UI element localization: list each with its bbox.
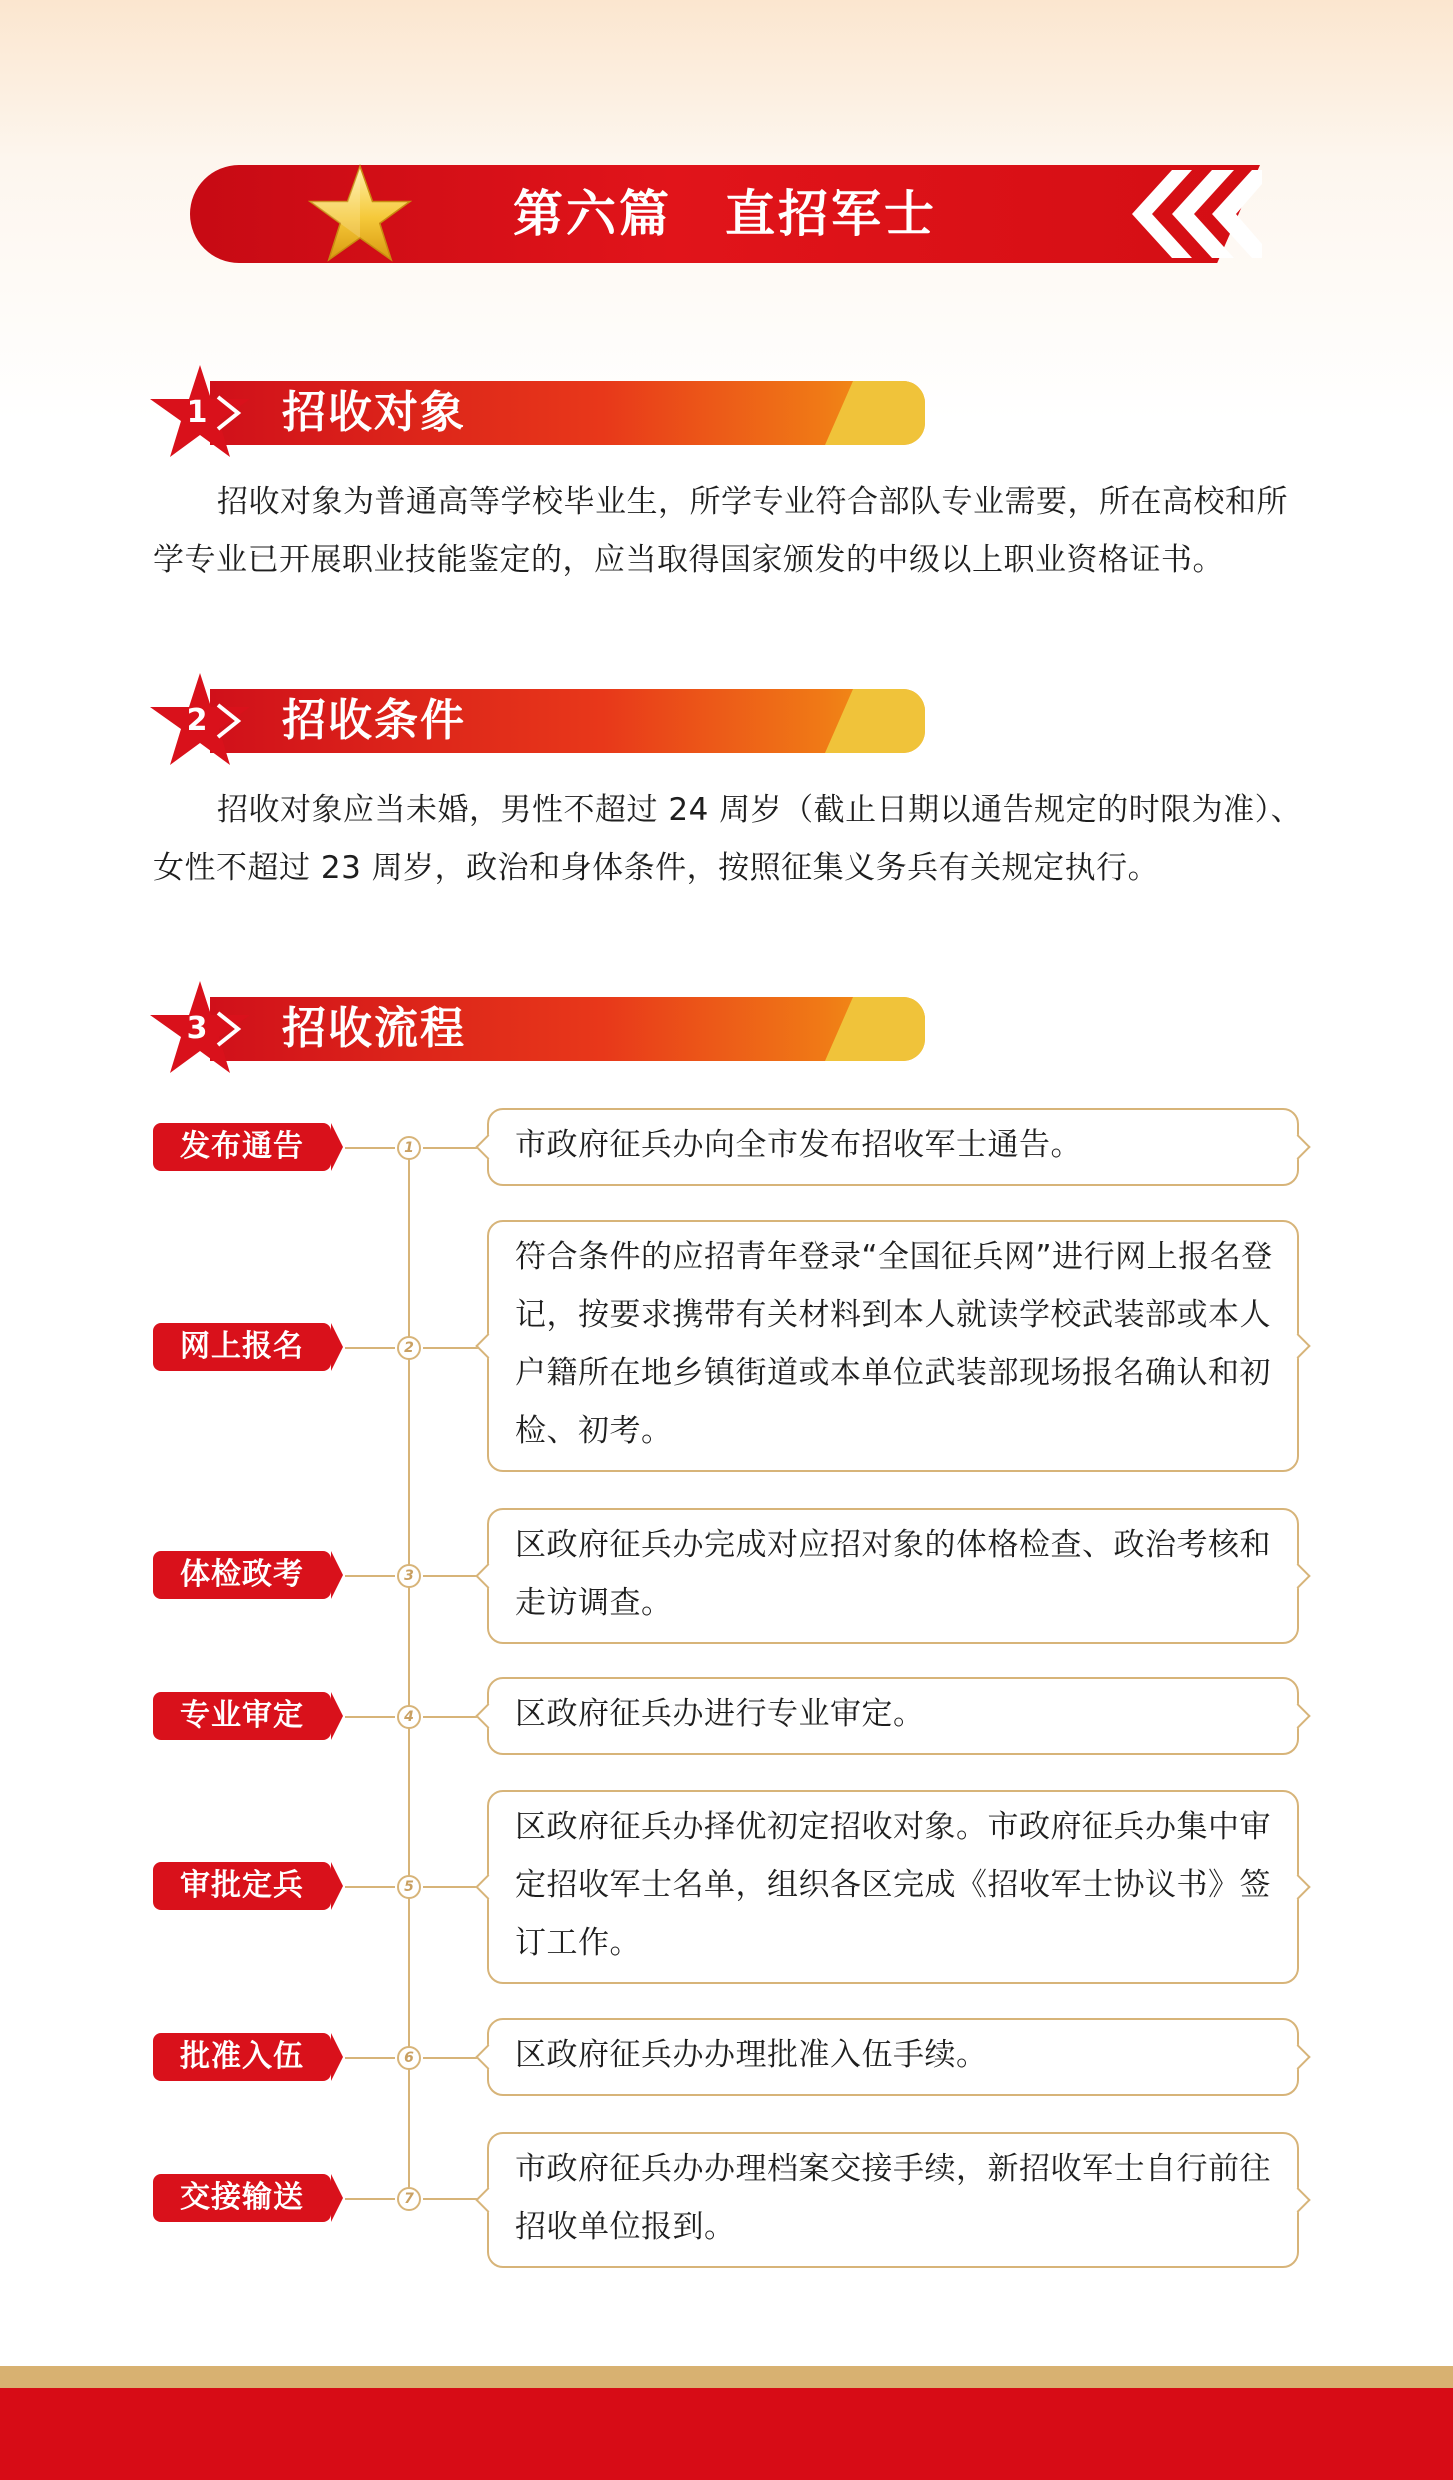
step-node-1: 1 — [397, 1136, 421, 1160]
step-connector — [345, 1347, 395, 1349]
section-text-2: 招收对象应当未婚，男性不超过 24 周岁（截止日期以通告规定的时限为准）、女性不超过 23 周岁，政治和身体条件，按照征集义务兵有关规定执行。 — [153, 792, 1303, 886]
section-number: 3 — [186, 1011, 208, 1046]
section-title: 招收条件 — [282, 695, 466, 746]
section-header-1 — [150, 365, 930, 465]
step-connector — [345, 2198, 395, 2200]
step-node-2: 2 — [397, 1336, 421, 1360]
step-node-4: 4 — [397, 1705, 421, 1729]
step-label-5: 审批定兵 — [153, 1862, 331, 1910]
step-label-6: 批准入伍 — [153, 2033, 331, 2081]
section-text-1: 招收对象为普通高等学校毕业生，所学专业符合部队专业需要，所在高校和所学专业已开展职业技能鉴定的，应当取得国家颁发的中级以上职业资格证书。 — [153, 484, 1288, 578]
step-connector — [345, 1575, 395, 1577]
step-box-4: 区政府征兵办进行专业审定。 — [487, 1677, 1299, 1755]
step-node-5: 5 — [397, 1875, 421, 1899]
footer-red-band — [0, 2388, 1453, 2480]
section-header-2 — [150, 673, 930, 773]
step-box-2: 符合条件的应招青年登录“全国征兵网”进行网上报名登记，按要求携带有关材料到本人就读学校武装部或本人户籍所在地乡镇街道或本单位武装部现场报名确认和初检、初考。 — [487, 1220, 1299, 1472]
step-connector — [345, 1716, 395, 1718]
section-header-3 — [150, 981, 930, 1081]
section-title: 招收流程 — [282, 1003, 466, 1054]
step-connector — [345, 1886, 395, 1888]
chapter-title: 第六篇 直招军士 — [513, 185, 937, 243]
step-connector — [345, 2057, 395, 2059]
step-box-6: 区政府征兵办办理批准入伍手续。 — [487, 2018, 1299, 2096]
step-box-5: 区政府征兵办择优初定招收对象。市政府征兵办集中审定招收军士名单，组织各区完成《招收军士协议书》签订工作。 — [487, 1790, 1299, 1984]
step-box-3: 区政府征兵办完成对应招对象的体格检查、政治考核和走访调查。 — [487, 1508, 1299, 1644]
section-title: 招收对象 — [282, 387, 466, 438]
step-node-7: 7 — [397, 2187, 421, 2211]
step-label-4: 专业审定 — [153, 1692, 331, 1740]
step-connector — [345, 1147, 395, 1149]
step-node-6: 6 — [397, 2046, 421, 2070]
step-node-3: 3 — [397, 1564, 421, 1588]
step-label-7: 交接输送 — [153, 2174, 331, 2222]
footer-gold-stripe — [0, 2366, 1453, 2388]
step-box-7: 市政府征兵办办理档案交接手续，新招收军士自行前往招收单位报到。 — [487, 2132, 1299, 2268]
step-label-2: 网上报名 — [153, 1323, 331, 1371]
step-label-1: 发布通告 — [153, 1123, 331, 1171]
section-number: 1 — [186, 395, 208, 430]
flow-timeline — [408, 1145, 410, 2195]
step-label-3: 体检政考 — [153, 1551, 331, 1599]
chevron-left-icon — [1112, 162, 1262, 266]
step-box-1: 市政府征兵办向全市发布招收军士通告。 — [487, 1108, 1299, 1186]
section-number: 2 — [186, 703, 208, 738]
